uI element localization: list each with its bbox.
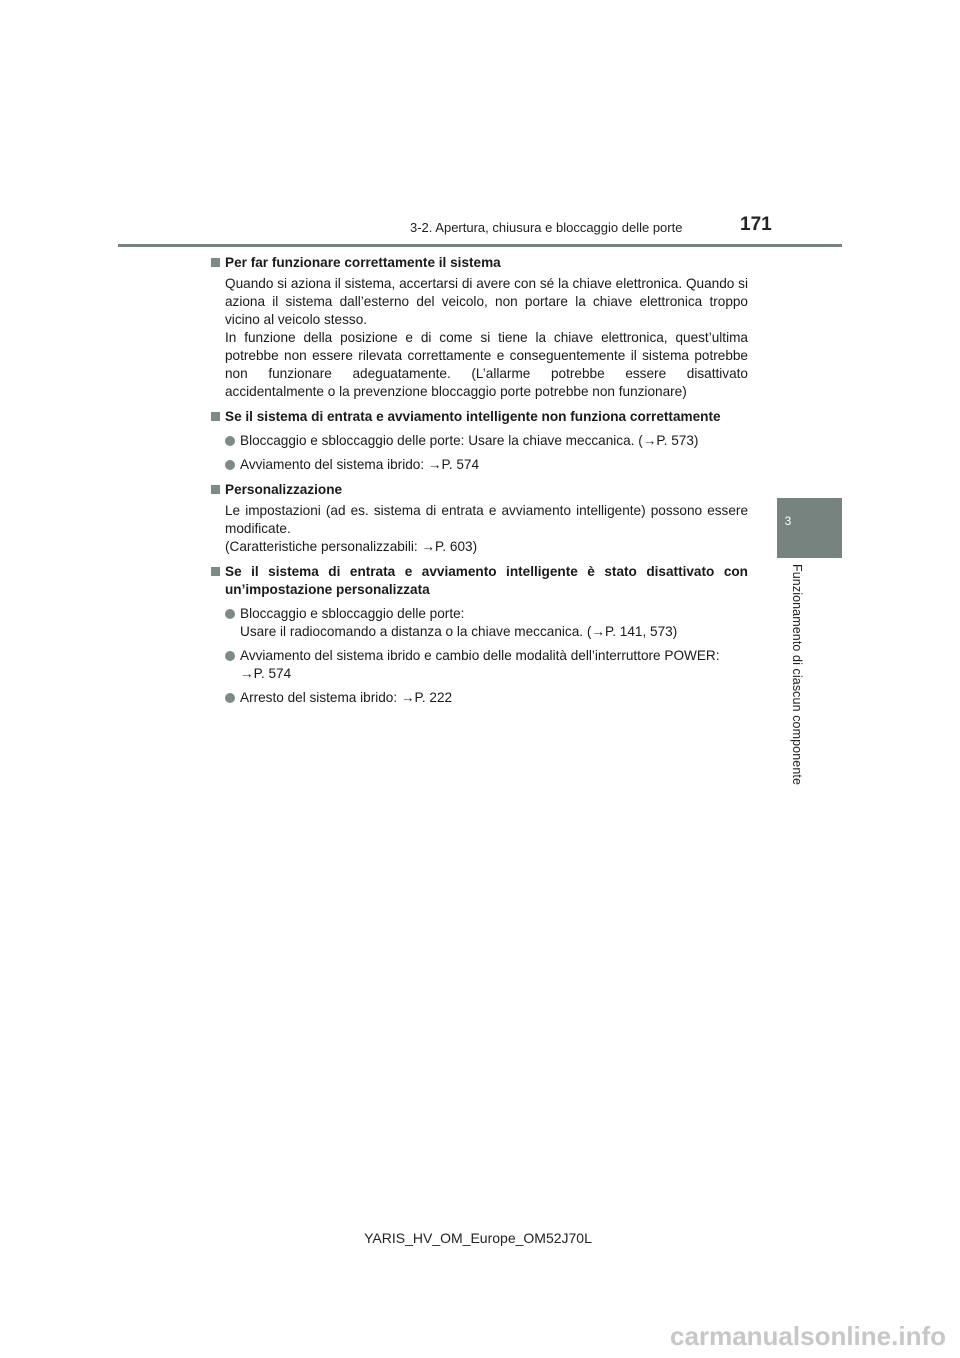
round-bullet-icon [225, 651, 235, 661]
chapter-number: 3 [784, 514, 792, 528]
square-bullet-icon [211, 258, 220, 267]
round-bullet-icon [225, 436, 235, 446]
paragraph: Le impostazioni (ad es. sistema di entrata e avviamento intelligente) possono essere modificate. (Caratteristiche personalizzabili: →P. 603) [225, 503, 748, 554]
page-content [210, 254, 748, 714]
square-bullet-icon [211, 485, 220, 494]
list-item: Bloccaggio e sbloccaggio delle porte: Usare il radiocomando a distanza o la chiave meccanica. (→P. 141, 573) [210, 605, 748, 641]
document-code: YARIS_HV_OM_Europe_OM52J70L [364, 1230, 592, 1246]
list-item: Avviamento del sistema ibrido: →P. 574 [210, 456, 748, 474]
page-header [0, 0, 960, 250]
section-heading: Personalizzazione [210, 481, 748, 499]
round-bullet-icon [225, 693, 235, 703]
watermark: carmanualsonline.info [670, 1321, 946, 1351]
section-heading: Se il sistema di entrata e avviamento intelligente non funziona correttamente [210, 408, 748, 426]
section-heading: Se il sistema di entrata e avviamento intelligente è stato disattivato con un’impostazione personalizzata [210, 563, 748, 599]
page-number: 171 [740, 214, 772, 235]
list-item: Bloccaggio e sbloccaggio delle porte: Usare la chiave meccanica. (→P. 573) [210, 432, 748, 450]
chapter-tab [777, 498, 842, 558]
header-rule [118, 244, 842, 247]
section-title: 3-2. Apertura, chiusura e bloccaggio delle porte [410, 220, 683, 235]
square-bullet-icon [211, 567, 220, 576]
section-system-malfunction [210, 408, 748, 474]
section-system-disabled [210, 563, 748, 707]
chapter-caption: Funzionamento di ciascun componente [790, 564, 804, 785]
list-item: Avviamento del sistema ibrido e cambio delle modalità dell’interruttore POWER: →P. 574 [210, 647, 748, 683]
round-bullet-icon [225, 609, 235, 619]
square-bullet-icon [211, 412, 220, 421]
page-footer [0, 1230, 960, 1246]
list-item: Arresto del sistema ibrido: →P. 222 [210, 689, 748, 707]
paragraph: Quando si aziona il sistema, accertarsi di avere con sé la chiave elettronica. Quando si aziona il sistema dall’esterno del veicolo, non portare la chiave elettronica troppo vicino al veicolo stesso. In funzione della posizione e di come si tiene la chiave elettronica, quest’ultima potrebbe non essere rilevata correttamente e conseguentemente il sistema potrebbe non funzionare adeguatamente. (L’allarme potrebbe essere disattivato accidentalmente o la prevenzione bloccaggio porte potrebbe non funzionare) [225, 276, 748, 399]
section-heading: Per far funzionare correttamente il sistema [210, 254, 748, 272]
round-bullet-icon [225, 460, 235, 470]
section-customization [210, 481, 748, 556]
section-proper-operation [210, 254, 748, 401]
